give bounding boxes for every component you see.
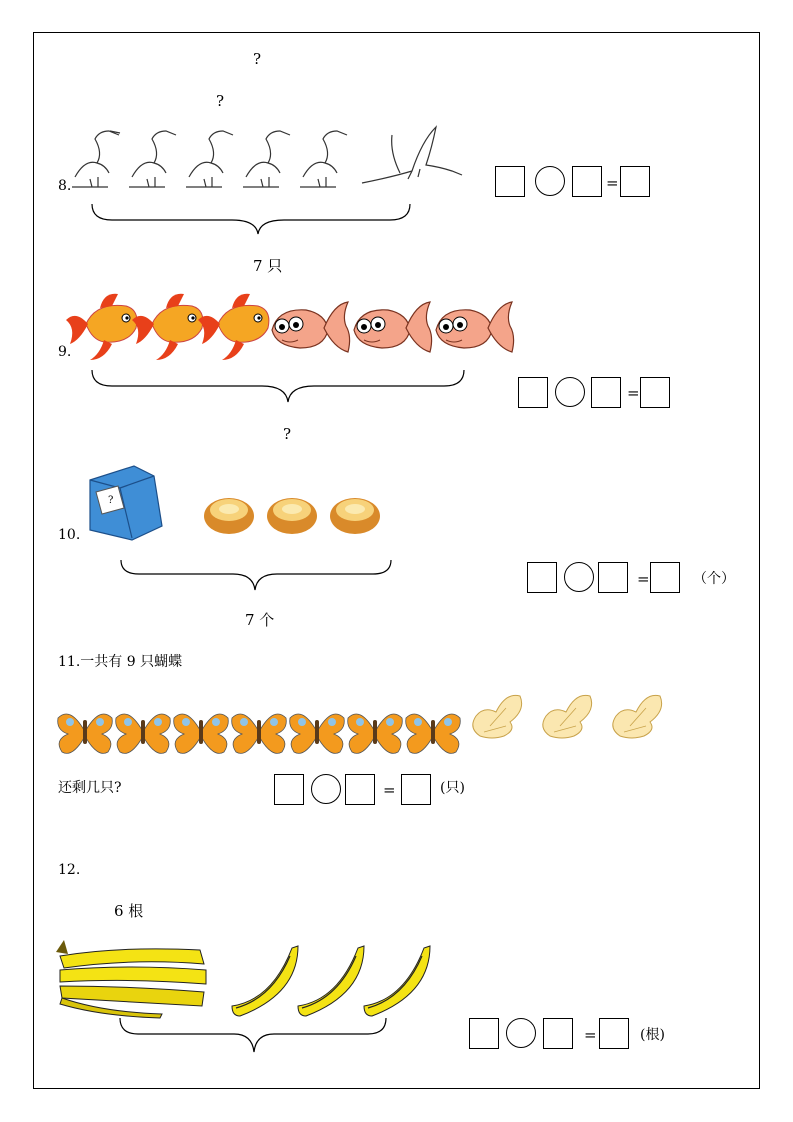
p11-equals: = [383, 781, 396, 799]
crane-icon [300, 131, 347, 187]
banana-icon [232, 946, 298, 1016]
p10-answer-box-1[interactable] [527, 562, 557, 593]
banana-icon [298, 946, 364, 1016]
pink-fish-icon [436, 302, 514, 352]
egg-tart-icon [267, 498, 317, 534]
p11-prompt: 11.一共有 9 只蝴蝶 [58, 654, 183, 670]
crane-icon [129, 131, 176, 187]
p12-brace [116, 1016, 378, 1056]
egg-tart-group [204, 490, 384, 538]
goldfish-icon [132, 294, 203, 360]
butterfly-icon [406, 714, 461, 753]
crane-icon [72, 131, 120, 187]
bag-question-mark: ? [108, 495, 114, 506]
pink-fish-icon [272, 302, 350, 352]
butterfly-icon [174, 714, 229, 753]
p10-unit: （个） [693, 571, 735, 587]
p8-question-mark-brace: ? [216, 92, 225, 110]
p12-equals: = [584, 1026, 597, 1044]
crane-group [70, 125, 460, 193]
goldfish-icon [198, 294, 269, 360]
egg-tart-icon [330, 498, 380, 534]
butterfly-icon [58, 714, 113, 753]
p11-answer-box-2[interactable] [345, 774, 375, 805]
p9-brace [88, 368, 468, 408]
p10-answer-box-3[interactable] [650, 562, 680, 593]
p10-equals: = [637, 570, 650, 588]
p11-question: 还剩几只? [58, 780, 122, 796]
goldfish-icon [66, 294, 137, 360]
p9-operator-circle[interactable] [555, 377, 585, 407]
p8-operator-circle[interactable] [535, 166, 565, 196]
p9-total-label: 7 只 [253, 257, 283, 275]
p11-answer-box-1[interactable] [274, 774, 304, 805]
p8-number: 8. [58, 178, 72, 194]
p8-answer-box-1[interactable] [495, 166, 525, 197]
p10-question-mark: ? [283, 425, 292, 443]
p9-answer-box-1[interactable] [518, 377, 548, 408]
crane-icon [186, 131, 233, 187]
p8-brace [88, 200, 414, 240]
banana-group [54, 932, 434, 1018]
butterfly-icon [348, 714, 403, 753]
p12-unit: (根) [640, 1027, 665, 1043]
butterfly-icon [116, 714, 171, 753]
flying-crane-icon [362, 127, 462, 183]
banana-bunch-icon [56, 940, 206, 1018]
p12-total-label: 6 根 [114, 902, 144, 920]
p11-unit: (只) [440, 780, 465, 796]
p10-answer-box-2[interactable] [598, 562, 628, 593]
p10-total-label: 7 个 [245, 611, 275, 629]
butterfly-group [56, 686, 676, 754]
fish-group [66, 290, 516, 362]
p8-answer-box-2[interactable] [572, 166, 602, 197]
faded-butterfly-icon [473, 695, 522, 738]
egg-tart-icon [204, 498, 254, 534]
p9-answer-box-3[interactable] [640, 377, 670, 408]
p8-question-mark-top: ? [253, 50, 262, 68]
crane-icon [243, 131, 290, 187]
butterfly-icon [232, 714, 287, 753]
p8-answer-box-3[interactable] [620, 166, 650, 197]
p12-answer-box-1[interactable] [469, 1018, 499, 1049]
p8-equals: = [606, 174, 619, 192]
banana-icon [364, 946, 430, 1016]
pink-fish-icon [354, 302, 432, 352]
p12-operator-circle[interactable] [506, 1018, 536, 1048]
p12-answer-box-2[interactable] [543, 1018, 573, 1049]
p11-operator-circle[interactable] [311, 774, 341, 804]
p9-number: 9. [58, 344, 72, 360]
p12-answer-box-3[interactable] [599, 1018, 629, 1049]
faded-butterfly-icon [613, 695, 662, 738]
p11-answer-box-3[interactable] [401, 774, 431, 805]
p9-equals: = [627, 384, 640, 402]
bag-icon [82, 462, 164, 542]
p9-answer-box-2[interactable] [591, 377, 621, 408]
p12-number: 12. [58, 862, 81, 878]
p10-number: 10. [58, 527, 81, 543]
p10-brace [117, 558, 379, 594]
faded-butterfly-icon [543, 695, 592, 738]
butterfly-icon [290, 714, 345, 753]
p10-operator-circle[interactable] [564, 562, 594, 592]
